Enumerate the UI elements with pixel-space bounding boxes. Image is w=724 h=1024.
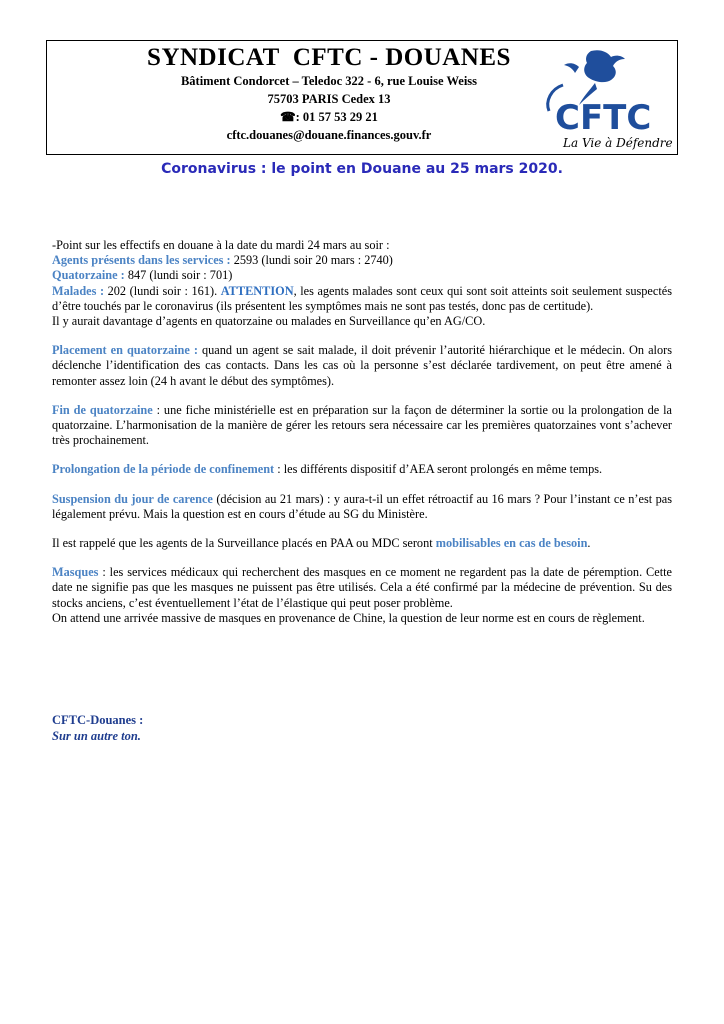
signature-tagline: Sur un autre ton. — [52, 729, 141, 743]
document-title: Coronavirus : le point en Douane au 25 mars 2020. — [161, 161, 563, 177]
letterhead-text — [109, 41, 549, 144]
quatorzaine-text: 847 (lundi soir : 701) — [124, 268, 233, 283]
logo-tagline: La Vie à Défendre — [563, 136, 673, 150]
rappel-label: mobilisables en cas de besoin — [435, 536, 588, 551]
fin-label: Fin de quatorzaine — [52, 402, 153, 417]
attention-label: ATTENTION — [220, 283, 294, 298]
paragraph-masques-2 — [52, 611, 672, 626]
masques-text: : les services médicaux qui recherchent des masques en ce moment ne regardent pas la date de péremption. Cette date ne signifie pas que les masques ne puissent pas être utilisés. Cela a été confirmé par la médecine de prévention. Su des stocks anciens, c’est éventuellement l’état de l’élastique qui peut poser problème. — [52, 565, 672, 610]
paragraph-prolongation — [52, 462, 672, 477]
paragraph-quatorzaine — [52, 268, 672, 283]
paragraph-intro — [52, 238, 672, 253]
paragraph-davantage — [52, 314, 672, 329]
suspension-label: Suspension du jour de carence — [52, 491, 213, 506]
paragraph-fin — [52, 403, 672, 449]
malades-text: 202 (lundi soir : 161). — [104, 283, 221, 298]
paragraph-malades — [52, 284, 672, 314]
document-body — [52, 238, 672, 640]
signature-block — [52, 712, 143, 744]
suspension-text: (décision au 21 mars) : y aura-t-il un effet rétroactif au 16 mars ? Pour l’instant ce n’est pas légalement prévu. Mais la question est en cours d’étude au SG du Ministère. — [52, 491, 672, 521]
placement-label: Placement en quatorzaine : — [52, 343, 198, 358]
malades-label: Malades : — [52, 283, 105, 298]
email-address[interactable]: cftc.douanes@douane.finances.gouv.fr — [226, 128, 432, 142]
address-line-1: Bâtiment Condorcet – Teledoc 322 - 6, rue Louise Weiss — [180, 74, 478, 88]
paragraph-placement — [52, 343, 672, 389]
paragraph-masques — [52, 565, 672, 611]
masques-text-2: On attend une arrivée massive de masques en provenance de Chine, la question de leur norme est en cours de règlement. — [52, 610, 645, 625]
rappel-text: Il est rappelé que les agents de la Surveillance placés en PAA ou MDC seront — [52, 536, 436, 551]
phone-line — [109, 108, 549, 126]
paragraph-suspension — [52, 492, 672, 522]
davantage-text: Il y aurait davantage d’agents en quatorzaine ou malades en Surveillance qu’en AG/CO. — [52, 314, 486, 329]
prolongation-label: Prolongation de la période de confinement — [52, 462, 275, 477]
fin-text: : une fiche ministérielle est en préparation sur la façon de déterminer la sortie ou la prolongation de la quatorzaine. L’harmonisation de la manière de gérer les retours sera nécessaire car les premières quatorzaines vont s’achever très prochainement. — [52, 402, 672, 448]
paragraph-rappel — [52, 536, 672, 551]
cftc-logo — [533, 45, 673, 151]
attention-text: , les agents malades sont ceux qui sont soit atteints soit seulement suspectés d’être touchés par le coronavirus (ils présentent les symptômes mais ne sont pas testés, donc pas de certitude). — [52, 283, 672, 313]
address-line-2: 75703 PARIS Cedex 13 — [267, 92, 391, 106]
phone-icon: ☎ — [280, 110, 296, 124]
logo-text: CFTC — [555, 98, 652, 138]
signature-name: CFTC-Douanes : — [52, 713, 144, 727]
paragraph-agents — [52, 253, 672, 268]
intro-text: -Point sur les effectifs en douane à la date du mardi 24 mars au soir : — [52, 238, 390, 252]
quatorzaine-label: Quatorzaine : — [52, 268, 125, 283]
masques-label: Masques — [52, 565, 99, 580]
rappel-end: . — [587, 536, 591, 551]
agents-label: Agents présents dans les services : — [52, 253, 231, 268]
prolongation-text: : les différents dispositif d’AEA seront prolongés en même temps. — [274, 462, 603, 477]
phone-number: : 01 57 53 29 21 — [295, 110, 378, 124]
placement-text: quand un agent se sait malade, il doit prévenir l’autorité hiérarchique et le médecin. On alors déclenche l’identification des cas contacts. Dans les cas où la personne s’est déclarée tardivement, on peut être amené à remonter assez loin (24 h avant le début des symptômes). — [52, 343, 672, 388]
agents-text: 2593 (lundi soir 20 mars : 2740) — [230, 253, 393, 268]
org-name: SYNDICAT CFTC - DOUANES — [147, 44, 511, 71]
letterhead — [46, 40, 678, 155]
